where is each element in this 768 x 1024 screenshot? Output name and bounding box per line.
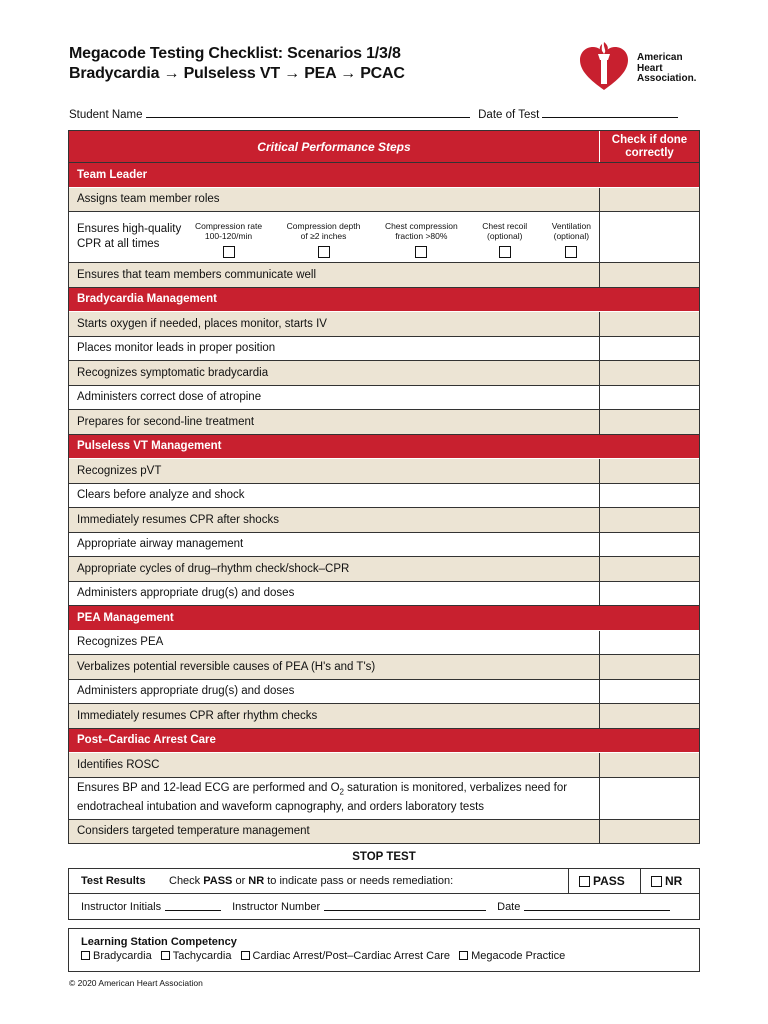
- stop-test-heading: STOP TEST: [352, 851, 416, 863]
- table-row: [69, 533, 699, 558]
- cpr-sub-compression-depth: [287, 221, 361, 258]
- step-text: Administers appropriate drug(s) and doses: [69, 680, 600, 704]
- check-cell[interactable]: [600, 386, 699, 410]
- table-row-cpr: [69, 212, 699, 263]
- table-row: [69, 410, 699, 435]
- date-field[interactable]: [524, 902, 670, 911]
- student-name-field[interactable]: [146, 108, 470, 118]
- checklist-title: [69, 44, 405, 84]
- cpr-sub-label: Chest compression: [384, 220, 458, 231]
- step-text: Assigns team member roles: [69, 188, 600, 212]
- table-row: [69, 778, 699, 820]
- instructor-initials-label: Instructor Initials: [81, 900, 162, 913]
- check-cell[interactable]: [600, 533, 699, 557]
- aha-logo: [576, 40, 706, 94]
- table-row: [69, 337, 699, 362]
- check-cell[interactable]: [600, 508, 699, 532]
- test-results-instructions: [165, 869, 569, 893]
- table-row: [69, 704, 699, 729]
- test-results-label: Test Results: [81, 875, 146, 887]
- instructor-number-label: Instructor Number: [232, 900, 321, 913]
- instr-nr: NR: [248, 875, 265, 887]
- table-header: [69, 131, 699, 163]
- section-label: Team Leader: [77, 168, 148, 181]
- table-row: [69, 263, 699, 288]
- step-text: Recognizes PEA: [69, 631, 600, 655]
- check-cell[interactable]: [600, 631, 699, 655]
- instructor-row: [69, 894, 699, 919]
- date-label: Date: [497, 900, 521, 913]
- instructor-number-field[interactable]: [324, 902, 486, 911]
- table-row: [69, 188, 699, 213]
- step-text-subscript: 2: [339, 787, 344, 797]
- cpr-checkbox[interactable]: [415, 246, 427, 258]
- student-info-row: [69, 108, 709, 121]
- section-label: PEA Management: [77, 611, 174, 624]
- nr-option[interactable]: [641, 869, 699, 893]
- step-text: Considers targeted temperature management: [69, 820, 600, 844]
- learning-station-competency: [68, 928, 700, 972]
- table-row: [69, 655, 699, 680]
- competency-option-label: Megacode Practice: [471, 950, 566, 962]
- step-text: Recognizes pVT: [69, 459, 600, 483]
- check-cell[interactable]: [600, 337, 699, 361]
- table-row: [69, 312, 699, 337]
- nr-label: NR: [665, 874, 683, 888]
- cpr-checkbox[interactable]: [565, 246, 577, 258]
- cpr-sub-label: Ventilation: [551, 220, 591, 231]
- section-bradycardia: [69, 288, 699, 313]
- step-text: [69, 778, 600, 819]
- cpr-sub-label: fraction >80%: [395, 230, 448, 241]
- table-row: [69, 386, 699, 411]
- cpr-sub-compression-fraction: [385, 221, 458, 258]
- check-cell[interactable]: [600, 680, 699, 704]
- competency-option-label: Bradycardia: [93, 950, 152, 962]
- cpr-subcriteria: [195, 217, 591, 258]
- check-cell[interactable]: [600, 820, 699, 844]
- check-cell[interactable]: [600, 484, 699, 508]
- cpr-sub-ventilation: [552, 221, 591, 258]
- table-row: [69, 508, 699, 533]
- step-text: Immediately resumes CPR after rhythm checks: [69, 704, 600, 728]
- step-text: Appropriate cycles of drug–rhythm check/shock–CPR: [69, 557, 600, 581]
- cpr-sub-label: 100-120/min: [204, 230, 253, 241]
- step-text-part: endotracheal intubation and waveform capnography, and orders laboratory tests: [77, 800, 485, 813]
- steps-header: Critical Performance Steps: [69, 131, 600, 162]
- step-text: Clears before analyze and shock: [69, 484, 600, 508]
- table-row: [69, 582, 699, 607]
- cpr-sub-compression-rate: [195, 221, 262, 258]
- check-cell[interactable]: [600, 778, 699, 819]
- table-row: [69, 557, 699, 582]
- step-text: Recognizes symptomatic bradycardia: [69, 361, 600, 385]
- check-cell[interactable]: [600, 753, 699, 777]
- check-cell[interactable]: [600, 582, 699, 606]
- competency-option-label: Cardiac Arrest/Post–Cardiac Arrest Care: [252, 950, 450, 962]
- instr-pass: PASS: [203, 875, 233, 887]
- step-text: Ensures high-quality CPR at all times: [77, 223, 182, 250]
- section-pulseless-vt: [69, 435, 699, 460]
- step-text: Places monitor leads in proper position: [69, 337, 600, 361]
- competency-option[interactable]: [161, 950, 232, 962]
- step-text-part: saturation is monitored, verbalizes need for: [343, 782, 568, 795]
- competency-checkbox[interactable]: [241, 951, 250, 960]
- check-cell[interactable]: [600, 557, 699, 581]
- step-text: Verbalizes potential reversible causes of PEA (H's and T's): [69, 655, 600, 679]
- cpr-sub-chest-recoil: [482, 221, 527, 258]
- nr-checkbox[interactable]: [651, 876, 662, 887]
- logo-text-line-2: Heart: [637, 62, 663, 74]
- check-cell[interactable]: [600, 459, 699, 483]
- section-label: Pulseless VT Management: [77, 440, 222, 453]
- cpr-checkbox[interactable]: [223, 246, 235, 258]
- competency-checkbox[interactable]: [459, 951, 468, 960]
- step-text-part: Ensures BP and 12-lead ECG are performed and O: [77, 782, 340, 795]
- checklist-table: [68, 130, 700, 844]
- cpr-checkbox[interactable]: [318, 246, 330, 258]
- date-of-test-label: Date of Test: [478, 109, 540, 121]
- test-results-box: [68, 868, 700, 920]
- cpr-sub-label: Compression depth: [286, 220, 361, 231]
- step-text: Appropriate airway management: [69, 533, 600, 557]
- step-text: Prepares for second-line treatment: [69, 410, 600, 434]
- check-cell[interactable]: [600, 312, 699, 336]
- date-of-test-field[interactable]: [542, 108, 678, 118]
- title-line-1: Megacode Testing Checklist: Scenarios 1/3/8: [69, 45, 401, 62]
- check-cell[interactable]: [600, 704, 699, 728]
- cpr-sub-label: of ≥2 inches: [300, 230, 347, 241]
- table-row: [69, 484, 699, 509]
- competency-option[interactable]: [459, 950, 565, 962]
- cpr-checkbox[interactable]: [499, 246, 511, 258]
- step-text: Administers correct dose of atropine: [69, 386, 600, 410]
- step-text: Administers appropriate drug(s) and doses: [69, 582, 600, 606]
- competency-option-label: Tachycardia: [172, 950, 232, 962]
- cpr-sub-label: (optional): [553, 230, 590, 241]
- instructor-initials-field[interactable]: [165, 902, 221, 911]
- check-cell[interactable]: [600, 263, 699, 287]
- instr-text: or: [232, 875, 249, 887]
- cpr-sub-label: (optional): [486, 230, 523, 241]
- heart-torch-icon: [576, 40, 634, 94]
- step-text: Identifies ROSC: [69, 753, 600, 777]
- instr-text: Check: [169, 875, 204, 887]
- pass-checkbox[interactable]: [579, 876, 590, 887]
- step-text: Immediately resumes CPR after shocks: [69, 508, 600, 532]
- pass-option[interactable]: [569, 869, 641, 893]
- instr-text: to indicate pass or needs remediation:: [264, 875, 454, 887]
- cpr-sub-label: Chest recoil: [482, 220, 528, 231]
- competency-heading: Learning Station Competency: [81, 936, 237, 948]
- copyright: © 2020 American Heart Association: [69, 978, 203, 988]
- section-label: Bradycardia Management: [77, 293, 217, 306]
- table-row: [69, 631, 699, 656]
- table-row: [69, 820, 699, 845]
- section-team-leader: [69, 163, 699, 188]
- pass-label: PASS: [593, 874, 625, 888]
- title-line-2: Bradycardia → Pulseless VT → PEA → PCAC: [69, 65, 405, 82]
- check-cell[interactable]: [600, 410, 699, 434]
- section-pcac: [69, 729, 699, 754]
- section-label: Post–Cardiac Arrest Care: [77, 734, 216, 747]
- table-row: [69, 680, 699, 705]
- check-cell[interactable]: [600, 655, 699, 679]
- logo-text-line-3: Association.: [637, 73, 697, 84]
- table-row: [69, 753, 699, 778]
- table-row: [69, 459, 699, 484]
- competency-option[interactable]: [241, 950, 450, 962]
- competency-option[interactable]: [81, 950, 152, 962]
- step-text: Starts oxygen if needed, places monitor, starts IV: [69, 312, 600, 336]
- section-pea: [69, 606, 699, 631]
- check-cell[interactable]: [600, 361, 699, 385]
- logo-text-line-1: American: [637, 52, 683, 63]
- student-name-label: Student Name: [69, 109, 143, 121]
- competency-checkbox[interactable]: [161, 951, 170, 960]
- table-row: [69, 361, 699, 386]
- check-header: Check if done correctly: [611, 133, 688, 159]
- check-cell[interactable]: [600, 188, 699, 212]
- cpr-sub-label: Compression rate: [195, 220, 263, 231]
- check-cell[interactable]: [600, 212, 699, 262]
- competency-checkbox[interactable]: [81, 951, 90, 960]
- step-text: Ensures that team members communicate well: [69, 263, 600, 287]
